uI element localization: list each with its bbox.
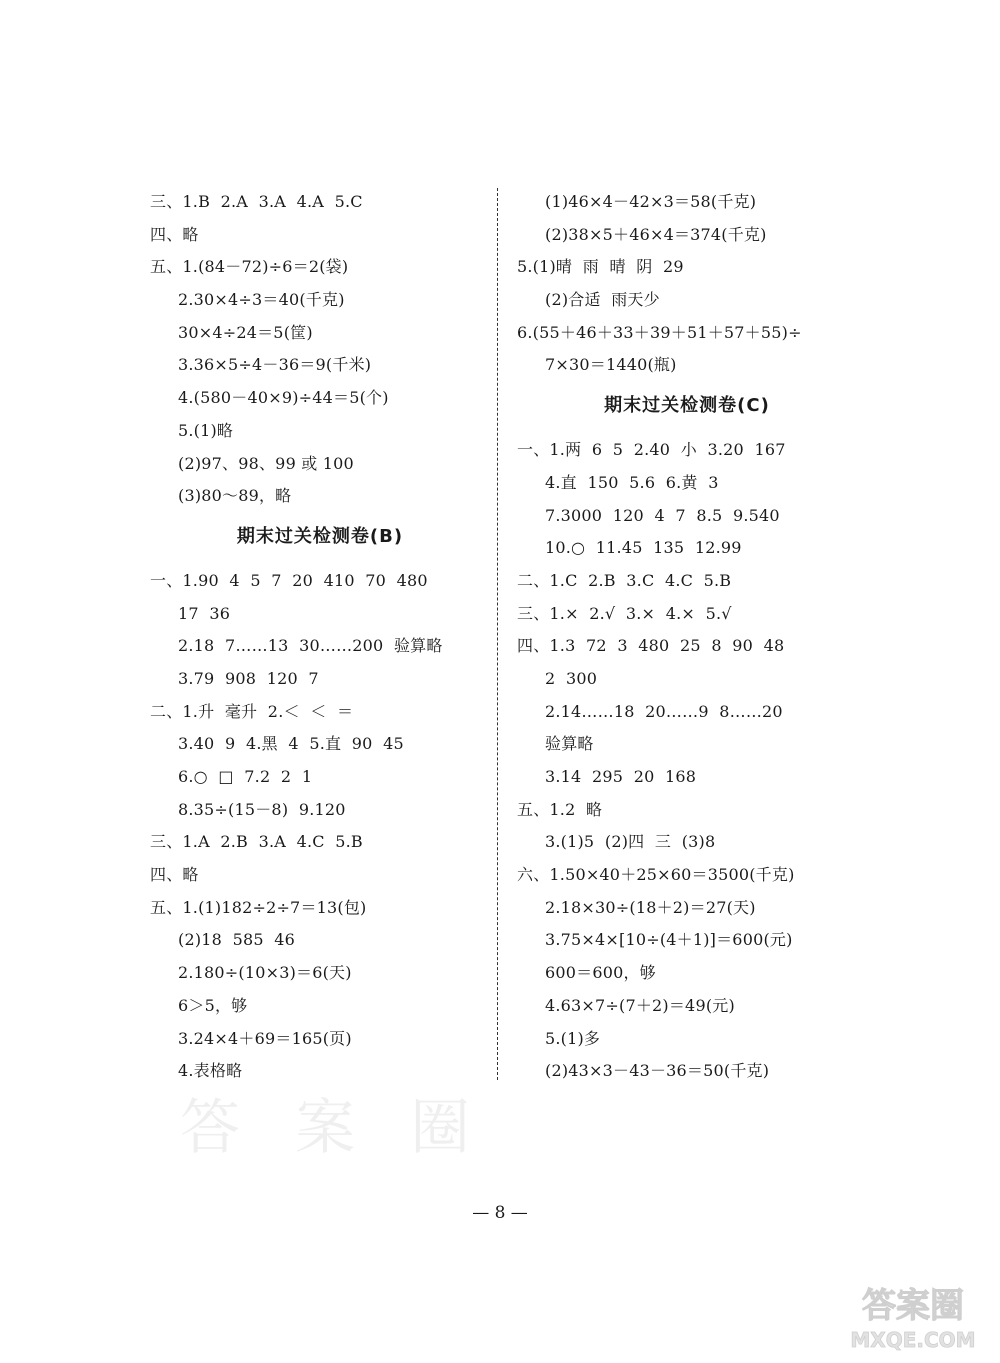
answer-line: (2)38×5＋46×4＝374(千克) <box>545 224 767 244</box>
answer-line: 7.3000 120 4 7 8.5 9.540 <box>545 505 780 525</box>
answer-line: 10.○ 11.45 135 12.99 <box>545 538 742 558</box>
answer-line: 6.○ □ 7.2 2 1 <box>178 767 313 786</box>
left-column <box>150 186 490 1088</box>
answer-line: 2.30×4÷3＝40(千克) <box>178 290 345 310</box>
answer-line: 3.75×4×[10÷(4＋1)]＝600(元) <box>545 930 793 950</box>
answer-line: 5.(1)晴 雨 晴 阴 29 <box>517 257 684 277</box>
answer-line: 4.63×7÷(7＋2)＝49(元) <box>545 995 735 1015</box>
right-answers-part2 <box>517 434 857 1088</box>
left-answers-part2 <box>150 565 490 1088</box>
answer-line: 2.180÷(10×3)＝6(天) <box>178 963 352 983</box>
answer-line: (2)合适 雨天少 <box>545 290 660 310</box>
answer-line: 3.(1)5 (2)四 三 (3)8 <box>545 832 716 852</box>
answer-line: (3)80～89，略 <box>178 486 292 506</box>
answer-line: 五、1.(84－72)÷6＝2(袋) <box>150 257 349 277</box>
watermark-logo-url: MXQE.COM <box>850 1328 976 1352</box>
answer-line: 2.14……18 20……9 8……20 <box>545 701 783 721</box>
answer-line: 5.(1)多 <box>545 1028 601 1048</box>
answer-line: 3.79 908 120 7 <box>178 668 319 688</box>
answer-line: 4.表格略 <box>178 1061 243 1081</box>
answer-line: 2.18×30÷(18＋2)＝27(天) <box>545 897 756 917</box>
answer-line: 6＞5，够 <box>178 995 248 1015</box>
answer-line: 2 300 <box>545 668 598 688</box>
answer-line: 五、1.2 略 <box>517 799 603 819</box>
answer-line: 四、略 <box>150 865 199 885</box>
answer-line: 六、1.50×40＋25×60＝3500(千克) <box>517 865 795 885</box>
answer-line: 四、略 <box>150 224 199 244</box>
answer-line: 30×4÷24＝5(筐) <box>178 322 313 342</box>
page-number: — 8 — <box>472 1203 528 1223</box>
right-answers-part1 <box>517 186 857 382</box>
answer-line: 五、1.(1)182÷2÷7＝13(包) <box>150 897 367 917</box>
column-divider <box>497 188 498 1080</box>
answer-line: 验算略 <box>545 734 594 754</box>
answer-line: 3.36×5÷4－36＝9(千米) <box>178 355 372 375</box>
answer-line: 三、1.A 2.B 3.A 4.C 5.B <box>150 832 363 852</box>
answer-line: 7×30＝1440(瓶) <box>545 355 677 375</box>
answer-line: 一、1.两 6 5 2.40 小 3.20 167 <box>517 440 786 460</box>
answer-line: (2)97、98、99 或 100 <box>178 453 354 473</box>
answer-line: 一、1.90 4 5 7 20 410 70 480 <box>150 570 428 590</box>
answer-line: 4.直 150 5.6 6.黄 3 <box>545 472 719 492</box>
answer-line: 600＝600，够 <box>545 963 656 983</box>
answer-line: 3.24×4＋69＝165(页) <box>178 1028 352 1048</box>
answer-line: 三、1.× 2.√ 3.× 4.× 5.√ <box>517 603 732 623</box>
answer-line: (2)18 585 46 <box>178 930 296 950</box>
watermark-logo-text: 答案圈 <box>862 1286 964 1326</box>
watermark-logo <box>838 1275 988 1355</box>
answer-line: 4.(580－40×9)÷44＝5(个) <box>178 388 389 408</box>
answer-line: 17 36 <box>178 603 231 623</box>
answer-line: (2)43×3－43－36＝50(千克) <box>545 1061 770 1081</box>
answer-line: 二、1.C 2.B 3.C 4.C 5.B <box>517 570 732 590</box>
answer-line: 8.35÷(15－8) 9.120 <box>178 799 346 819</box>
answer-line: 四、1.3 72 3 480 25 8 90 48 <box>517 636 785 656</box>
answer-line: 三、1.B 2.A 3.A 4.A 5.C <box>150 192 363 211</box>
right-column <box>517 186 857 1088</box>
answer-line: 二、1.升 毫升 2.＜ ＜ ＝ <box>150 701 354 721</box>
left-answers-part1 <box>150 186 490 513</box>
answer-line: 2.18 7……13 30……200 验算略 <box>178 636 443 656</box>
answer-line: 5.(1)略 <box>178 420 234 440</box>
section-heading-b: 期末过关检测卷(B) <box>236 525 404 547</box>
background-watermark-text: 答 案 圈 <box>180 1093 489 1163</box>
answer-line: 3.14 295 20 168 <box>545 767 697 786</box>
answer-line: (1)46×4－42×3＝58(千克) <box>545 192 757 211</box>
answer-line: 3.40 9 4.黑 4 5.直 90 45 <box>178 734 404 754</box>
section-heading-c: 期末过关检测卷(C) <box>604 395 770 417</box>
answer-line: 6.(55＋46＋33＋39＋51＋57＋55)÷ <box>517 322 802 342</box>
